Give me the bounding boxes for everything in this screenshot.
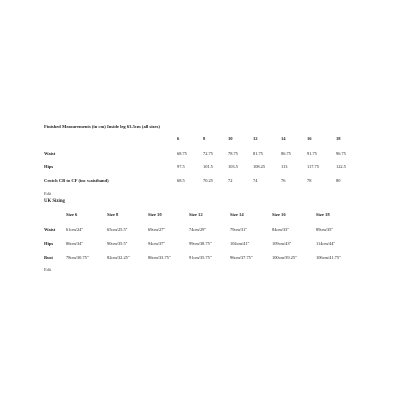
table1-header: 10 [228,136,233,141]
table1-header: 6 [177,136,180,141]
table1-row-label: Crotch CB to CF (inc waistband) [44,178,109,183]
table1-cell: 70.25 [203,178,213,183]
table2-cell: 69cm/27" [148,227,166,232]
table2-header: Size 6 [66,212,78,217]
table2-cell: 84cm/33" [272,227,290,232]
table2-cell: 106cm/41.75" [316,255,341,260]
table1-cell: 80 [336,178,341,183]
table2-cell: 86cm/33.75" [148,255,171,260]
table2-cell: 100cm/39.25" [272,255,297,260]
table1-cell: 68.5 [177,178,185,183]
table2-row-label: Waist [44,227,56,232]
table1-header: 8 [203,136,206,141]
table2-cell: 61cm/24" [66,227,84,232]
table2-cell: 94cm/37" [148,241,166,246]
table2-header: Size 16 [272,212,286,217]
table1-cell: 96.75 [336,151,346,156]
table1-header: 12 [253,136,258,141]
table2-header: Size 10 [148,212,162,217]
table1-cell: 113 [281,164,288,169]
table2-row-label: Bust [44,255,53,260]
table1-edit-link[interactable]: Edit [44,191,52,196]
table1-cell: 81.75 [253,151,263,156]
table2-header: Size 8 [107,212,119,217]
table1-cell: 74 [253,178,258,183]
table2-header: Size 18 [316,212,330,217]
table2-cell: 74cm/29" [189,227,207,232]
table2-cell: 82cm/32.25" [107,255,130,260]
table1-cell: 97.5 [177,164,185,169]
table1-cell: 91.75 [307,151,317,156]
table1-header: 16 [307,136,312,141]
table2-header: Size 14 [230,212,244,217]
table2-cell: 65cm/25.5" [107,227,128,232]
table2-cell: 86cm/34" [66,241,84,246]
table2-edit-link[interactable]: Edit [44,267,52,272]
table2-cell: 96cm/37.75" [230,255,253,260]
table1-cell: 122.5 [336,164,346,169]
table1-cell: 76 [281,178,286,183]
uk-sizing-title: UK Sizing [44,199,65,204]
table2-cell: 99cm/38.75" [189,241,212,246]
finished-measurements-title: Finished Measurements (in cm) Inside leg 63.5cm (all sizes) [44,124,160,129]
table1-cell: 86.75 [281,151,291,156]
table1-cell: 78.75 [228,151,238,156]
table1-cell: 72.75 [203,151,213,156]
table2-cell: 79cm/31" [230,227,248,232]
table2-row-label: Hips [44,241,54,246]
table2-cell: 104cm/41" [230,241,250,246]
table2-cell: 91cm/35.75" [189,255,212,260]
table1-cell: 78 [307,178,312,183]
table1-row-label: Hips [44,164,54,169]
table1-cell: 68.75 [177,151,187,156]
table1-cell: 72 [228,178,233,183]
table1-header: 14 [281,136,286,141]
table2-cell: 78cm/30.75" [66,255,89,260]
table2-cell: 90cm/35.5" [107,241,128,246]
table1-cell: 103.5 [228,164,238,169]
table1-cell: 117.75 [307,164,319,169]
table2-header: Size 12 [189,212,203,217]
table2-cell: 114cm/44" [316,241,336,246]
table1-cell: 101.5 [203,164,213,169]
table1-cell: 108.25 [253,164,266,169]
table2-cell: 89cm/35" [316,227,334,232]
table1-header: 18 [336,136,341,141]
table1-row-label: Waist [44,151,56,156]
table2-cell: 109cm/43" [272,241,292,246]
